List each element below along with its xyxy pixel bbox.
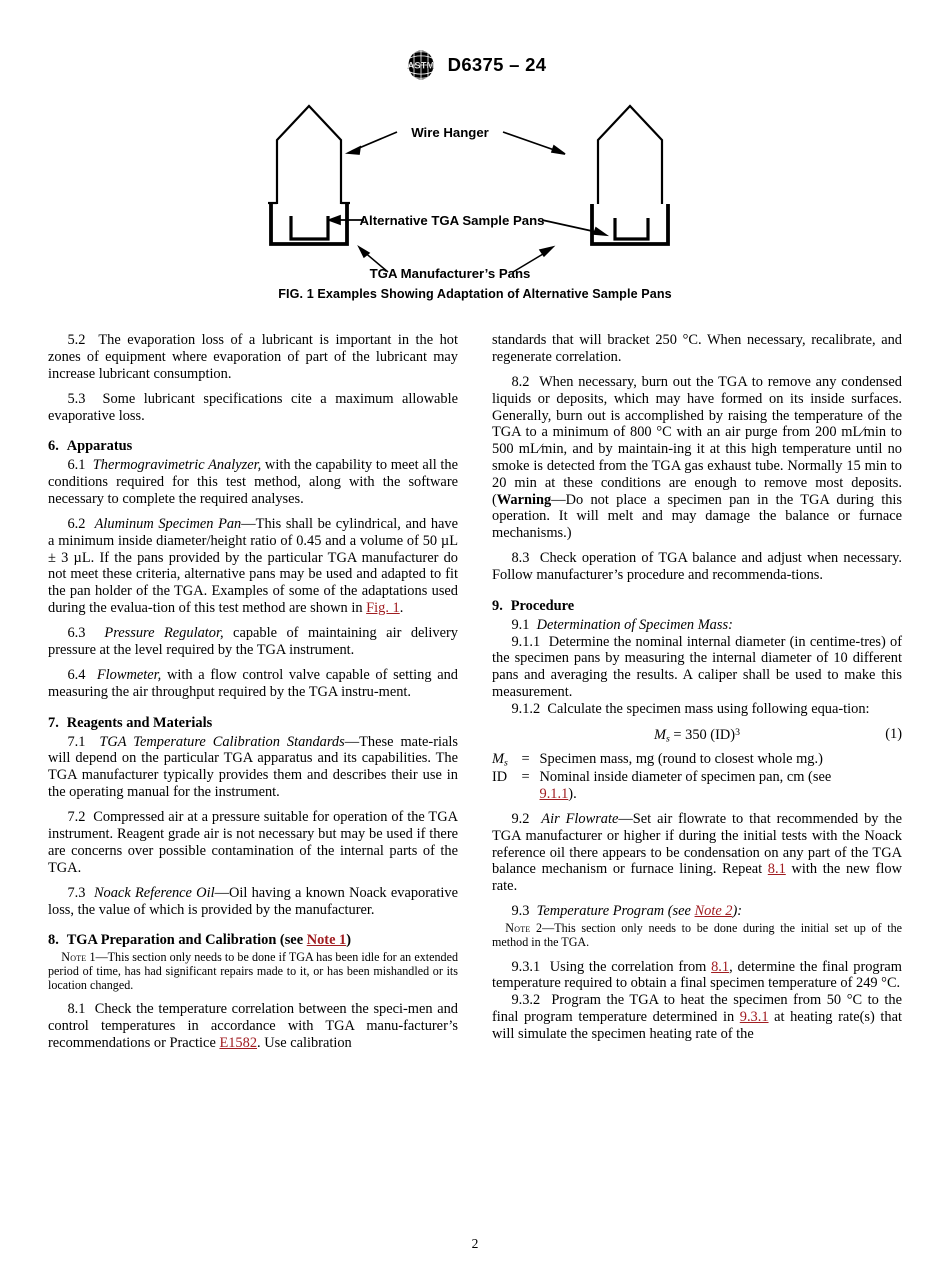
paragraph-text: —This shall be cylindrical, and have a minimum inside diameter/height ratio of 0.45 and a volume of 50 µL ± 3 µL. If the pans provided by the particular TGA manufacturer do not meet these criteria, alternative pans may be used and adapted to fit the pan holder of the TGA. Examples of some of the adaptations used during the evalua-tion of this test method are shown in [48, 516, 458, 616]
cross-reference-9-1-1[interactable]: 9.1.1 [539, 785, 569, 802]
paragraph-9-3 [492, 903, 902, 920]
paragraph-text-end: —Do not place a specimen pan in the TGA during this operation. It will melt and may damage the balance or furnace mechanisms.) [492, 491, 902, 542]
defined-term: Air Flowrate [541, 811, 619, 828]
section-heading-9 [492, 598, 902, 615]
paragraph-7-1 [48, 734, 458, 801]
defined-term: Determination of Specimen Mass: [536, 616, 733, 633]
paragraph-number: 9.2 [511, 811, 530, 828]
note-1 [48, 951, 458, 993]
defined-term: Thermogravimetric Analyzer, [92, 457, 262, 474]
definition-continuation [492, 786, 902, 803]
section-title: TGA Preparation and Calibration (see [66, 932, 307, 949]
figure-caption: FIG. 1 Examples Showing Adaptation of Alternative Sample Pans [278, 287, 672, 301]
paragraph-9-3-1 [492, 959, 902, 993]
paragraph-number: 9.3.1 [511, 958, 541, 975]
paragraph-text: Check operation of TGA balance and adjust when necessary. Follow manufacturer’s procedure and recommenda-tions. [492, 550, 902, 584]
astm-logo [404, 50, 438, 80]
equation-definitions [492, 751, 902, 802]
paragraph-number: 7.3 [67, 884, 86, 901]
equation-operator: = 350 ( [669, 726, 716, 743]
paragraph-8-3 [492, 550, 902, 584]
paragraph-number: 5.3 [67, 390, 86, 407]
section-number: 6. [48, 438, 59, 455]
equation-lhs-subscript: s [666, 732, 670, 744]
definition-row [492, 769, 902, 786]
equation-close-paren: ) [730, 726, 736, 743]
left-column [48, 332, 458, 1052]
paragraph-text: Calculate the specimen mass using following equa-tion: [547, 700, 870, 717]
definition-row [492, 751, 902, 769]
page-header [0, 50, 950, 80]
paragraph-text-end: with the new flow rate. [492, 861, 902, 895]
note-2 [492, 922, 902, 950]
section-title: Procedure [510, 597, 575, 614]
paragraph-text: capable of maintaining air delivery pressure at the level required by the TGA instrument. [48, 625, 458, 658]
paragraph-8-1-continued [492, 332, 902, 366]
paragraph-number: 5.2 [67, 332, 86, 348]
paragraph-text-end: . [399, 599, 404, 616]
paragraph-7-3 [48, 885, 458, 919]
paragraph-9-1-2 [492, 701, 902, 718]
paragraph-number: 9.3 [511, 903, 530, 920]
right-column [492, 332, 902, 1052]
paragraph-6-4 [48, 667, 458, 701]
defined-term: Pressure Regulator, [104, 625, 224, 642]
defined-term: TGA Temperature Calibration Standards [99, 733, 345, 750]
warning-label: Warning [496, 491, 552, 508]
figure-1 [0, 96, 950, 301]
defined-term: Aluminum Specimen Pan [94, 516, 242, 533]
definition-equals: = [521, 751, 530, 768]
paragraph-number: 9.3.2 [511, 992, 541, 1009]
paragraph-5-3 [48, 391, 458, 425]
section-heading-7 [48, 715, 458, 732]
equation-id-term: ID [715, 726, 731, 743]
paragraph-5-2 [48, 332, 458, 382]
cross-reference-9-3-1[interactable]: 9.3.1 [739, 1008, 769, 1025]
paragraph-text: with the capability to meet all the conditions required for this test method, along with the software necessary to complete the required analyses. [48, 457, 458, 507]
paragraph-text: standards that will bracket 250 °C. When necessary, recalibrate, and regenerate correlation. [492, 332, 902, 365]
cross-reference-e1582[interactable]: E1582 [219, 1035, 258, 1051]
definition-continuation-text: ). [568, 785, 577, 802]
paragraph-9-1-1 [492, 634, 902, 701]
label-manufacturer-pans: TGA Manufacturer’s Pans [369, 266, 531, 281]
label-wire-hanger: Wire Hanger [411, 125, 489, 140]
definition-text: Nominal inside diameter of specimen pan, cm (see [539, 769, 832, 786]
definition-symbol: $M_s$ [492, 751, 508, 769]
paragraph-6-1 [48, 457, 458, 507]
paragraph-8-1 [48, 1001, 458, 1051]
paragraph-number: 7.1 [67, 733, 86, 750]
cross-reference-8-1[interactable]: 8.1 [711, 958, 730, 975]
paragraph-number: 9.1.2 [511, 700, 541, 717]
paragraph-6-2 [48, 516, 458, 617]
paragraph-text: Program the TGA to heat the specimen from 50 °C to the final program temperature determined in [492, 992, 902, 1025]
paragraph-text-end: at heating rate(s) that will simulate the specimen heating rate of the [492, 1008, 902, 1042]
section-number: 9. [492, 597, 503, 614]
paragraph-text: with a flow control valve capable of setting and measuring the air throughput required by the TGA instru-ment. [48, 667, 458, 701]
paragraph-text: When necessary, burn out the TGA to remove any condensed liquids or deposits, which may have formed on its inside surfaces. Generally, burn out is accomplished by raising the temperature of the TGA to a minimum of 800 °C with an air purge from 200 mL∕min to 500 mL∕min, and by maintain-ing it at this high temperature until no smoke is detected from the TGA gas exhaust tube. Normally 15 min to 20 min at these conditions are enough to remove most deposits. ( [492, 374, 902, 508]
paragraph-7-2 [48, 809, 458, 876]
section-title: Reagents and Materials [66, 714, 213, 731]
standard-designation: D6375 – 24 [447, 54, 547, 75]
svg-text:ASTM: ASTM [407, 60, 435, 72]
defined-term: Flowmeter, [96, 667, 162, 684]
paragraph-text: Some lubricant specifications cite a maximum allowable evaporative loss. [48, 390, 458, 424]
figure-1-diagram [260, 96, 690, 286]
paragraph-9-3-2 [492, 992, 902, 1042]
cross-reference-note-1[interactable]: Note 1 [306, 932, 347, 949]
paragraph-number: 6.4 [67, 667, 86, 684]
paragraph-text: Using the correlation from [549, 958, 712, 975]
defined-term-end: ): [732, 903, 743, 920]
paragraph-text: —These mate-rials will depend on the particular TGA apparatus and its capabilities. The TGA manufacturer typically provides them and describes their use in the operating manual for the instrument. [48, 733, 458, 800]
paragraph-text: Compressed air at a pressure suitable for operation of the TGA instrument. Reagent grade air is not necessary but may be used if there are concerns over possible contamination of the internal parts of the TGA. [48, 809, 458, 876]
definition-text: Specimen mass, mg (round to closest whole mg.) [539, 751, 823, 768]
note-number: 1 [86, 950, 96, 965]
section-heading-8 [48, 932, 458, 949]
definition-equals: = [521, 769, 530, 786]
label-alternative-pans: Alternative TGA Sample Pans [359, 213, 545, 228]
paragraph-number: 6.2 [67, 516, 86, 533]
paragraph-text: Determine the nominal internal diameter (in centime-tres) of the specimen pans by measuring the internal diameter of 10 different pans and averaging the results. A caliper shall be used to make this measurement. [492, 633, 902, 700]
section-heading-6 [48, 438, 458, 455]
section-title: Apparatus [66, 438, 133, 455]
equation-number: (1) [885, 726, 902, 743]
equation-1 [492, 726, 902, 744]
body-columns [48, 332, 902, 1052]
paragraph-8-2 [492, 374, 902, 542]
paragraph-number: 8.2 [511, 374, 530, 391]
definition-symbol: ID [492, 769, 508, 786]
section-title-end: ) [346, 932, 352, 949]
cross-reference-fig-1[interactable]: Fig. 1 [366, 599, 400, 616]
defined-term: Temperature Program (see [536, 903, 695, 920]
paragraph-number: 8.1 [67, 1001, 86, 1018]
paragraph-text: —Set air flowrate to that recommended by the TGA manufacturer or higher if during the initial tests with the Noack reference oil there appears to be condensation on any part of the TGA balance mechanism or furnace lining. Repeat [492, 811, 902, 878]
note-text: —This section only needs to be done if TGA has been idle for an extended period of time, has had significant repairs made to it, or has been mishandled or its location changed. [48, 950, 458, 993]
paragraph-9-2 [492, 811, 902, 895]
section-number: 8. [48, 932, 59, 949]
section-number: 7. [48, 714, 59, 731]
paragraph-number: 6.1 [67, 457, 86, 474]
paragraph-text-end: , determine the final program temperature required to obtain a final specimen temperature of 249 °C. [492, 958, 902, 992]
right-pan-assembly [592, 106, 668, 244]
note-label: Note [505, 921, 531, 936]
paragraph-number: 7.2 [67, 809, 86, 826]
paragraph-9-1 [492, 617, 902, 634]
note-text: —This section only needs to be done during the initial set up of the method in the TGA. [492, 921, 902, 950]
note-label: Note [61, 950, 87, 965]
paragraph-text: The evaporation loss of a lubricant is important in the hot zones of equipment where evaporation of part of the lubricant may increase lubricant consumption. [48, 332, 458, 382]
paragraph-text-end: . Use calibration [257, 1035, 352, 1051]
equation-lhs-symbol: M [654, 726, 666, 743]
page-number: 2 [471, 1236, 479, 1251]
paragraph-text: Check the temperature correlation between the speci-men and control temperatures in accordance with TGA manu-facturer’s recommendations or Practice [48, 1001, 458, 1051]
paragraph-number: 9.1.1 [511, 633, 541, 650]
equation-exponent: 3 [735, 726, 740, 738]
cross-reference-note-2[interactable]: Note 2 [694, 903, 733, 920]
paragraph-number: 6.3 [67, 625, 86, 642]
defined-term: Noack Reference Oil [93, 884, 215, 901]
paragraph-text: —Oil having a known Noack evaporative loss, the value of which is provided by the manufacturer. [48, 884, 458, 918]
paragraph-6-3 [48, 625, 458, 659]
paragraph-number: 8.3 [511, 550, 530, 567]
note-number: 2 [530, 921, 543, 936]
cross-reference-8-1[interactable]: 8.1 [767, 861, 786, 878]
paragraph-number: 9.1 [511, 616, 530, 633]
